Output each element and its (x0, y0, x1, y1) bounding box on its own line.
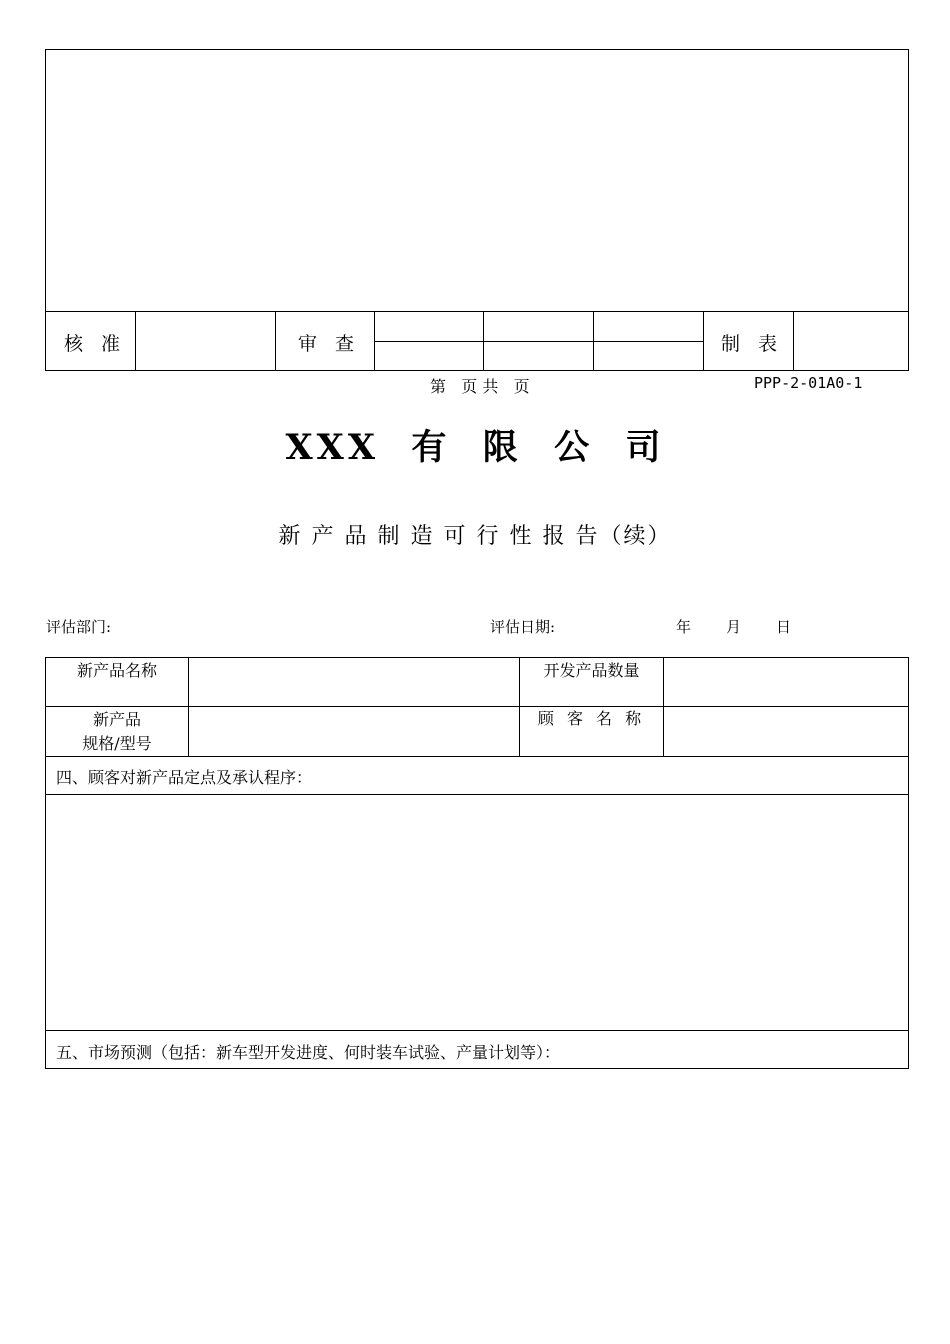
form-code: PPP-2-01A0-1 (754, 374, 863, 392)
approve-signature-field[interactable] (136, 312, 274, 370)
eval-month-label: 月 (726, 618, 742, 636)
product-name-field[interactable] (189, 658, 518, 705)
review-signature-field-1[interactable] (375, 312, 482, 340)
review-label: 审 查 (298, 333, 361, 355)
table-row-divider (45, 756, 909, 757)
spec-field[interactable] (189, 707, 518, 755)
spec-label-line2: 规格/型号 (82, 734, 152, 753)
company-title: XXX 有 限 公 司 (285, 427, 665, 468)
eval-year-label: 年 (676, 618, 692, 636)
product-name-label: 新产品名称 (76, 661, 157, 680)
section4-heading: 四、顾客对新产品定点及承认程序： (56, 768, 313, 787)
eval-date-label: 评估日期: (490, 618, 556, 636)
eval-dept-label: 评估部门: (46, 618, 112, 636)
review-signature-field-2[interactable] (484, 312, 592, 340)
report-title: 新 产 品 制 造 可 行 性 报 告（续） (278, 524, 672, 549)
dev-quantity-label: 开发产品数量 (543, 661, 640, 680)
approve-label: 核 准 (64, 333, 127, 355)
spec-label-line1: 新产品 (92, 710, 141, 729)
table-row-divider (45, 1030, 909, 1031)
customer-name-label: 顾 客 名 称 (537, 709, 646, 728)
signoff-divider (703, 311, 704, 371)
section5-heading: 五、市场预测（包括：新车型开发进度、何时装车试验、产量计划等）： (56, 1043, 561, 1062)
prepare-signature-field[interactable] (794, 312, 908, 370)
eval-day-label: 日 (776, 618, 792, 636)
dev-quantity-field[interactable] (664, 658, 908, 705)
review-signature-field-3[interactable] (594, 312, 702, 340)
section4-content-area[interactable] (46, 795, 908, 1029)
customer-name-field[interactable] (664, 707, 908, 755)
page-number-text: 第 页 共 页 (430, 377, 530, 396)
signoff-divider (275, 311, 276, 371)
prepare-label: 制 表 (721, 333, 784, 355)
review-sub-divider (374, 341, 703, 342)
